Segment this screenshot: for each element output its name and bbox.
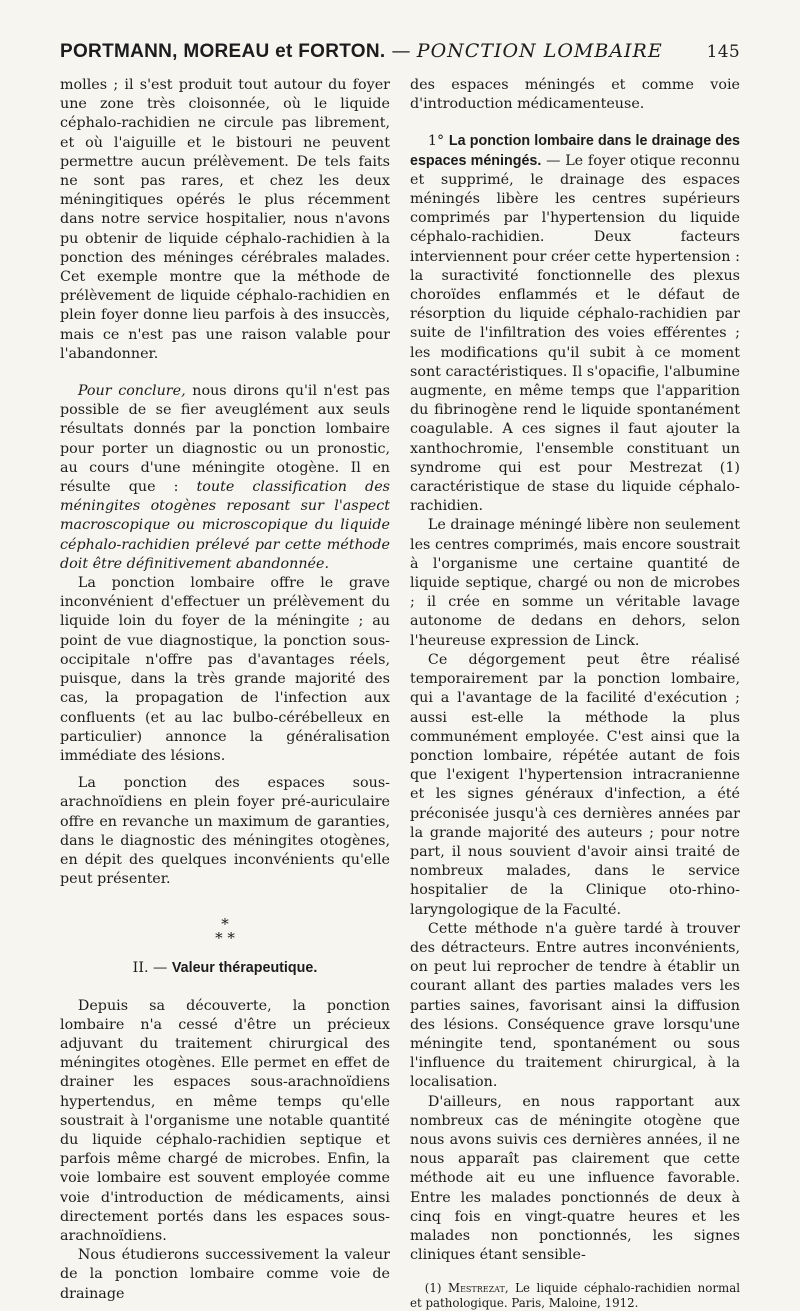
footnote-author: Mestrezat,: [448, 1281, 509, 1296]
subsection-paragraph: [410, 132, 740, 516]
footnote: [410, 1281, 740, 1311]
section-heading: [60, 959, 390, 978]
page-number: 145: [706, 42, 740, 62]
right-paragraph-1: des espaces méningés et comme voie d'introduction médicamenteuse.: [410, 77, 740, 113]
running-header: [60, 40, 740, 63]
right-paragraph-6: D'ailleurs, en nous rapportant aux nombreux cas de méningite otogène que nous avons suivis ces dernières années, il ne nous apparaît pas clairement que cette méthode ait eu une influence favorable. Entre les malades ponctionnés de deux à cinq fois en vingt-quatre heures et les malades non ponctionnés, les signes cliniques étant sensible-: [410, 1093, 740, 1264]
left-paragraph-6: Nous étudierons successivement la valeur de la ponction lombaire comme voie de drainage: [60, 1247, 390, 1302]
section-separator-asterism: [60, 915, 390, 948]
section-number: II. —: [132, 960, 168, 977]
header-title: PONCTION LOMBAIRE: [416, 40, 663, 62]
left-paragraph-3: La ponction lombaire offre le grave inconvénient d'effectuer un prélèvement du liquide loin du foyer de la méningite ; au point de vue diagnostique, la ponction sous-occipitale n'offre pas d'avantages réels, puisque, dans la très grande majorité des cas, la propagation de l'infection aux confluents (et au lac bulbo-cérébelleux en particulier) annonce la généralisation immédiate des lésions.: [60, 575, 390, 764]
header-left: [60, 40, 663, 63]
asterism-top: *: [221, 915, 229, 934]
header-dash: —: [391, 40, 411, 62]
right-column: [410, 76, 740, 1311]
subsection-number: 1°: [427, 133, 445, 150]
left-paragraph-1: molles ; il s'est produit tout autour du foyer une zone très cloisonnée, où le liquide céphalo-rachidien ne circule pas librement, et où l'aiguille et le bistouri ne peuvent permettre aucun prélèvement. De tels faits ne sont pas rares, et chez les deux méningitiques opérés le plus récemment dans notre service hospitalier, nous n'avons pu obtenir de liquide céphalo-rachidien à la ponction des méninges cérébrales malades. Cet exemple montre que la méthode de prélèvement de liquide céphalo-rachidien en plein foyer donne lieu parfois à des insuccès, mais ce n'est pas une raison valable pour l'abandonner.: [60, 77, 390, 362]
left-column: [60, 76, 390, 1304]
conclusion-lead: Pour conclure,: [77, 383, 186, 400]
right-paragraph-5: Cette méthode n'a guère tardé à trouver des détracteurs. Entre autres inconvénients, on peut lui reprocher de tendre à établir un courant allant des parties malades vers les parties saines, favorisant ainsi la diffusion des lésions. Conséquence grave lorsqu'une méningite tend, spontanément ou sous l'influence du traitement chirurgical, à la localisation.: [410, 920, 740, 1091]
footnote-number: (1): [424, 1281, 442, 1296]
asterism-bottom: * *: [215, 929, 235, 948]
left-paragraph-4: La ponction des espaces sous-arachnoïdiens en plein foyer pré-auriculaire offre en revanche un maximum de garanties, dans le diagnostic des méningites otogènes, en dépit des quelques inconvénients qu'elle peut présenter.: [60, 775, 390, 888]
conclusion-italic: toute classification des méningites otogènes reposant sur l'aspect macroscopique ou microscopique du liquide céphalo-rachidien prélevé par cette méthode doit être définitivement abandonnée.: [60, 479, 391, 572]
header-authors: PORTMANN, MOREAU et FORTON.: [60, 41, 386, 62]
left-paragraph-5: Depuis sa découverte, la ponction lombaire n'a cessé d'être un précieux adjuvant du traitement chirurgical des méningites otogènes. Elle permet en effet de drainer les espaces sous-arachnoïdiens hypertendus, en même temps qu'elle soustrait à l'organisme une notable quantité du liquide céphalo-rachidien septique et parfois même chargé de microbes. Enfin, la voie lombaire est souvent employée comme voie d'introduction de médicaments, ainsi directement portés dans les espaces sous-arachnoïdiens.: [60, 997, 390, 1244]
left-paragraph-conclusion: [60, 382, 390, 574]
conclusion-text: nous dirons qu'il n'est pas possible de se fier aveuglément aux seuls résultats donnés par la ponction lombaire pour porter un diagnostic ou un pronostic, au cours d'une méningite otogène. Il en résulte que :: [60, 383, 390, 496]
footnote-text: Le liquide céphalo-rachidien normal et pathologique. Paris, Maloine, 1912.: [410, 1281, 741, 1311]
right-paragraph-3: Le drainage méningé libère non seulement les centres comprimés, mais encore soustrait à l'organisme une certaine quantité de liquide septique, chargé ou non de microbes ; il crée en somme un véritable lavage autonome de dedans en dehors, selon l'heureuse expression de Linck.: [410, 517, 740, 649]
subsection-text: — Le foyer otique reconnu et supprimé, le drainage des espaces méningés libère les centres supérieurs comprimés par l'hypertension du liquide céphalo-rachidien. Deux facteurs interviennent pour créer cette hypertension : la suractivité fonctionnelle des plexus choroïdes enflammés et le défaut de résorption du liquide céphalo-rachidien par suite de l'infiltration des voies efférentes ; les modifications qu'il subit à ce moment sont caractéristiques. Il s'opacifie, l'albumine augmente, en même temps que l'apparition du fibrinogène rend le liquide spontanément coagulable. A ces signes il faut ajouter la xanthochromie, l'ensemble constituant un syndrome qui est pour Mestrezat (1) caractéristique de stase du liquide céphalo-rachidien.: [410, 152, 741, 515]
section-title: Valeur thérapeutique.: [171, 960, 318, 977]
subsection-title: La ponction lombaire dans le drainage des espaces méningés.: [410, 133, 740, 169]
right-paragraph-4: Ce dégorgement peut être réalisé temporairement par la ponction lombaire, qui a l'avantage de la facilité d'exécution ; aussi est-elle la méthode la plus communément employée. C'est ainsi que la ponction lombaire, répétée autant de fois que l'exigent l'hypertension intracranienne et les signes généraux d'infection, a été préconisée jusqu'à ces dernières années par la grande majorité des auteurs ; pour notre part, il nous souvient d'avoir ainsi traité de nombreux malades, dans le service hospitalier de la Clinique oto-rhino-laryngologique de la Faculté.: [410, 651, 740, 918]
